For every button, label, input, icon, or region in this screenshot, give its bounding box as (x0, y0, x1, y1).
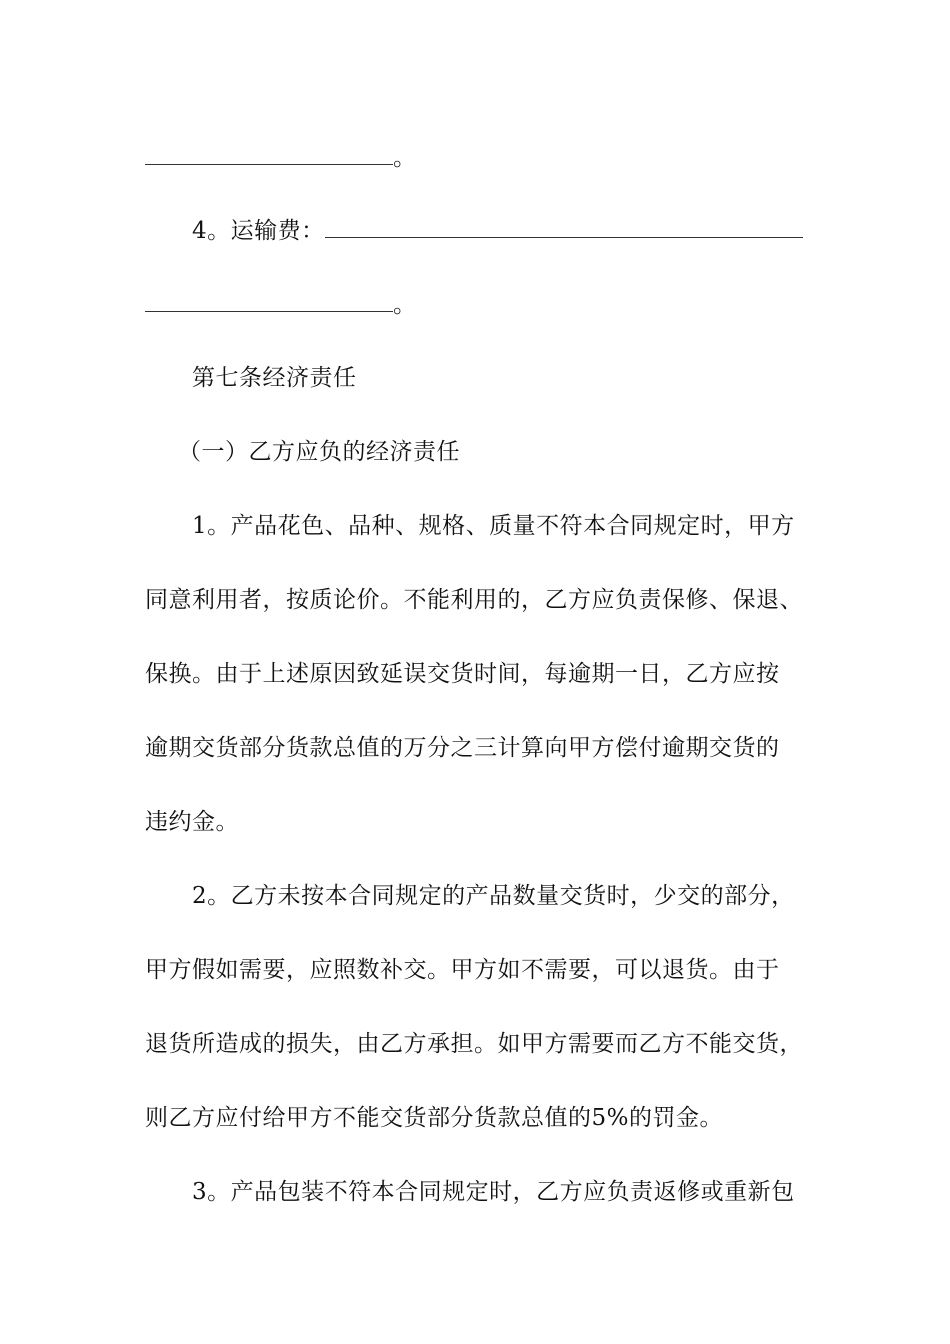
section-heading: 第七条经济责任 (192, 365, 357, 391)
blank-line-continuation (145, 143, 417, 173)
paragraph-line: 保换。由于上述原因致延误交货时间，每逾期一日，乙方应按 (145, 661, 780, 687)
paragraph-line: 则乙方应付给甲方不能交货部分货款总值的5%的罚金。 (145, 1105, 723, 1131)
period: 。 (393, 145, 417, 171)
paragraph-line: 3。产品包装不符本合同规定时，乙方应负责返修或重新包 (192, 1179, 795, 1205)
paragraph-line: 1。产品花色、品种、规格、质量不符本合同规定时，甲方 (192, 513, 795, 539)
transport-fee-label: 4。运输费： (192, 218, 325, 244)
paragraph-line: 2。乙方未按本合同规定的产品数量交货时，少交的部分， (192, 883, 795, 909)
transport-fee-line (192, 216, 803, 246)
paragraph-line: 同意利用者，按质论价。不能利用的，乙方应负责保修、保退、 (145, 587, 803, 613)
paragraph-line: 逾期交货部分货款总值的万分之三计算向甲方偿付逾期交货的 (145, 735, 780, 761)
fill-in-blank (145, 291, 393, 312)
paragraph-line: 退货所造成的损失，由乙方承担。如甲方需要而乙方不能交货， (145, 1031, 803, 1057)
paragraph-line: 违约金。 (145, 809, 239, 835)
fill-in-blank (325, 217, 803, 238)
blank-line-continuation (145, 290, 417, 320)
fill-in-blank (145, 144, 393, 165)
paragraph-line: 甲方假如需要，应照数补交。甲方如不需要，可以退货。由于 (145, 957, 780, 983)
period: 。 (393, 292, 417, 318)
subsection-heading: （一）乙方应负的经济责任 (178, 439, 460, 465)
